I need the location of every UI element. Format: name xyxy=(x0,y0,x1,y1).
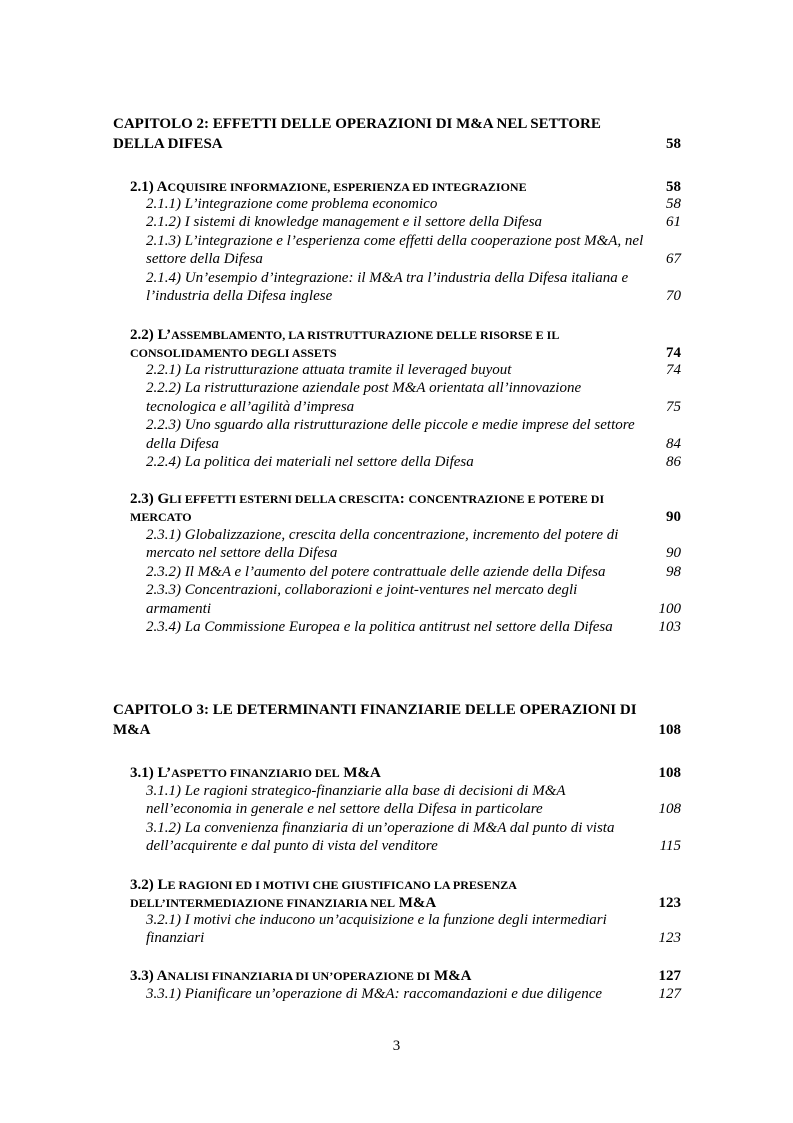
toc-item: 2.2.3) Uno sguardo alla ristrutturazione delle piccole e medie imprese del settore della Difesa 84 xyxy=(146,417,681,452)
section-page: 74 xyxy=(666,345,681,361)
subsection-list xyxy=(146,526,681,636)
subsection-list xyxy=(146,911,681,948)
toc-item: 2.3.4) La Commissione Europea e la politica antitrust nel settore della Difesa 103 xyxy=(146,619,681,636)
toc-item: 2.3.3) Concentrazioni, collaborazioni e joint-ventures nel mercato degli armamenti 100 xyxy=(146,582,681,617)
section-page: 123 xyxy=(658,895,681,911)
chapter-heading xyxy=(113,700,681,740)
chapter-heading xyxy=(113,114,681,154)
subsection-list xyxy=(146,985,681,1003)
section-page: 108 xyxy=(658,765,681,781)
toc-item: 3.1.1) Le ragioni strategico-finanziarie alla base di decisioni di M&A nell’economia in generale e nel settore della Difesa in particolare 108 xyxy=(146,783,681,818)
subsection-list xyxy=(146,782,681,856)
section-heading: 3.1) L’ASPETTO FINANZIARIO DEL M&A 108 xyxy=(130,765,681,781)
toc-item: 3.1.2) La convenienza finanziaria di un’operazione di M&A dal punto di vista dell’acquirente e dal punto di vista del venditore 115 xyxy=(146,819,681,855)
toc-item: 2.1.1) L’integrazione come problema economico 58 xyxy=(146,196,681,212)
page-number: 3 xyxy=(392,1038,401,1054)
section-heading: 2.1) ACQUISIRE INFORMAZIONE, ESPERIENZA ED INTEGRAZIONE 58 xyxy=(130,179,681,195)
section-heading: 2.3) GLI EFFETTI ESTERNI DELLA CRESCITA: CONCENTRAZIONE E POTERE DI MERCATO 90 xyxy=(130,491,681,525)
toc-item: 3.3.1) Pianificare un’operazione di M&A: raccomandazioni e due diligence 127 xyxy=(146,986,681,1002)
chapter-page: 58 xyxy=(666,136,681,152)
section-heading: 3.2) LE RAGIONI ED I MOTIVI CHE GIUSTIFICANO LA PRESENZA DELL’INTERMEDIAZIONE FINANZIARIA NEL M&A 123 xyxy=(130,877,681,911)
section-heading: 2.2) L’ASSEMBLAMENTO, LA RISTRUTTURAZIONE DELLE RISORSE E IL CONSOLIDAMENTO DEGLI ASSETS 74 xyxy=(130,327,681,361)
chapter-title-line2: DELLA DIFESA xyxy=(113,136,223,152)
chapter-title-line2: M&A xyxy=(113,722,151,738)
subsection-list xyxy=(146,361,681,471)
toc-item: 2.2.1) La ristrutturazione attuata tramite il leveraged buyout 74 xyxy=(146,362,681,378)
toc-item: 2.3.2) Il M&A e l’aumento del potere contrattuale delle aziende della Difesa 98 xyxy=(146,563,681,580)
chapter-page: 108 xyxy=(658,722,681,738)
toc-item: 2.1.3) L’integrazione e l’esperienza come effetti della cooperazione post M&A, nel settore della Difesa 67 xyxy=(146,232,681,268)
subsection-list xyxy=(146,195,681,305)
section-page: 127 xyxy=(658,968,681,984)
section-heading: 3.3) ANALISI FINANZIARIA DI UN’OPERAZIONE DI M&A 127 xyxy=(130,968,681,984)
chapter-title-line1: CAPITOLO 2: EFFETTI DELLE OPERAZIONI DI M&A NEL SETTORE xyxy=(113,116,601,132)
section-page: 90 xyxy=(666,509,681,525)
section-page: 58 xyxy=(666,179,681,195)
toc-item: 2.1.2) I sistemi di knowledge management e il settore della Difesa 61 xyxy=(146,214,681,231)
toc-item: 2.1.4) Un’esempio d’integrazione: il M&A tra l’industria della Difesa italiana e l’industria della Difesa inglese 70 xyxy=(146,269,681,305)
toc-item: 2.3.1) Globalizzazione, crescita della concentrazione, incremento del potere di mercato nel settore della Difesa 90 xyxy=(146,527,681,562)
toc-item: 3.2.1) I motivi che inducono un’acquisizione e la funzione degli intermediari finanziari 123 xyxy=(146,912,681,947)
toc-item: 2.2.2) La ristrutturazione aziendale post M&A orientata all’innovazione tecnologica e all’agilità d’impresa 75 xyxy=(146,380,681,415)
toc-item: 2.2.4) La politica dei materiali nel settore della Difesa 86 xyxy=(146,454,681,471)
chapter-title-line1: CAPITOLO 3: LE DETERMINANTI FINANZIARIE DELLE OPERAZIONI DI xyxy=(113,702,637,718)
